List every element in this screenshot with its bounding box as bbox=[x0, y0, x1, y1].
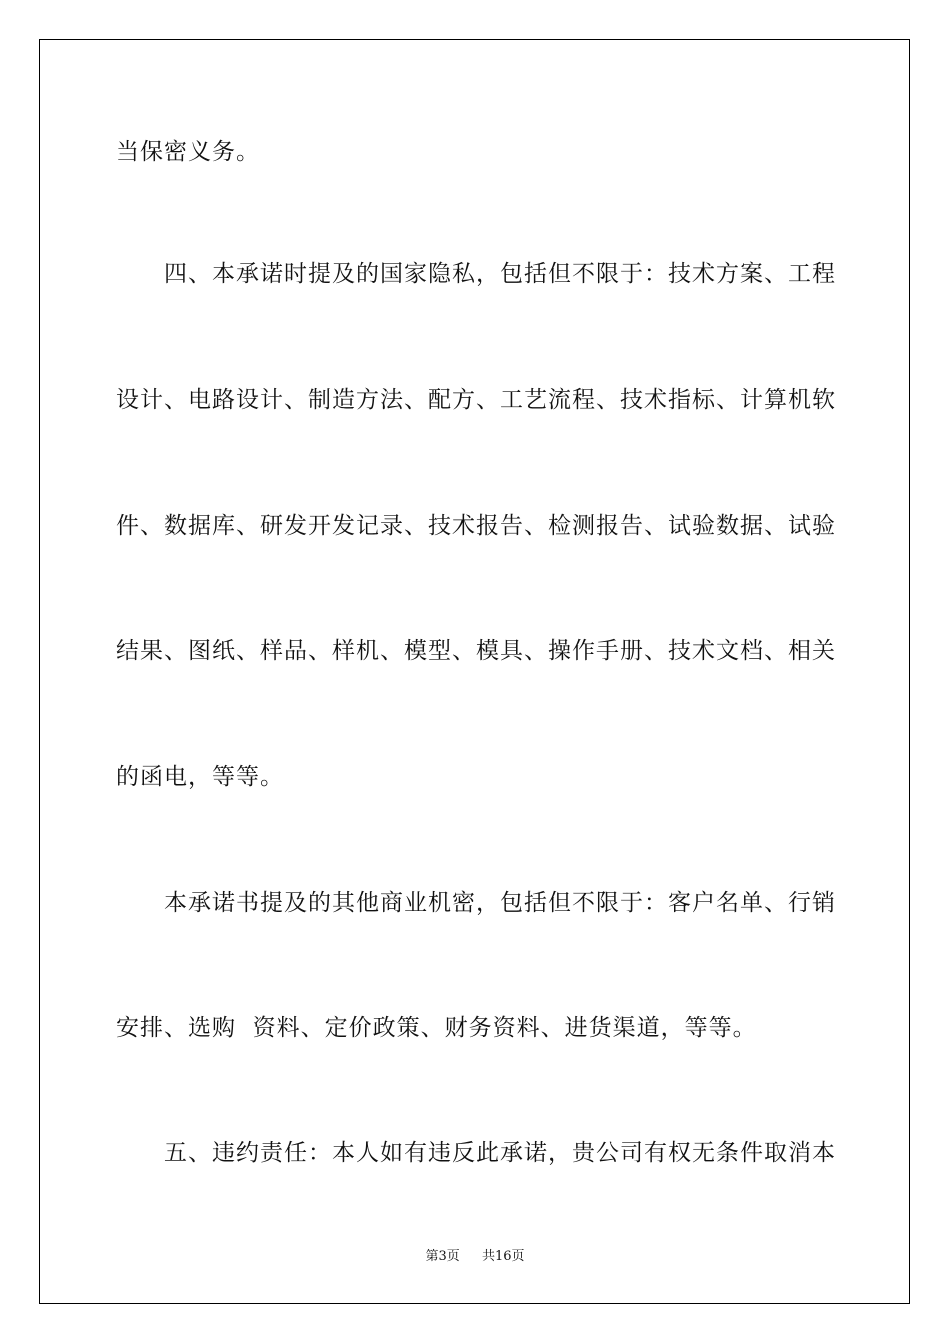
paragraph-line-8: 安排、选购 资料、定价政策、财务资料、进货渠道，等等。 bbox=[116, 1015, 757, 1041]
page-number: 第3页 bbox=[425, 1249, 460, 1264]
paragraph-line-2: 四、本承诺时提及的国家隐私，包括但不限于：技术方案、工程 bbox=[164, 261, 836, 287]
paragraph-line-1: 当保密义务。 bbox=[116, 139, 260, 165]
paragraph-line-9: 五、违约责任：本人如有违反此承诺，贵公司有权无条件取消本 bbox=[164, 1140, 836, 1166]
page-total: 共16页 bbox=[482, 1249, 525, 1264]
page-border bbox=[39, 39, 910, 1304]
paragraph-line-4: 件、数据库、研发开发记录、技术报告、检测报告、试验数据、试验 bbox=[116, 513, 836, 539]
paragraph-line-7: 本承诺书提及的其他商业机密，包括但不限于：客户名单、行销 bbox=[164, 890, 836, 916]
paragraph-line-5: 结果、图纸、样品、样机、模型、模具、操作手册、技术文档、相关 bbox=[116, 638, 836, 664]
paragraph-line-6: 的函电，等等。 bbox=[116, 764, 284, 790]
paragraph-line-3: 设计、电路设计、制造方法、配方、工艺流程、技术指标、计算机软 bbox=[116, 387, 836, 413]
page-footer bbox=[0, 1248, 950, 1266]
